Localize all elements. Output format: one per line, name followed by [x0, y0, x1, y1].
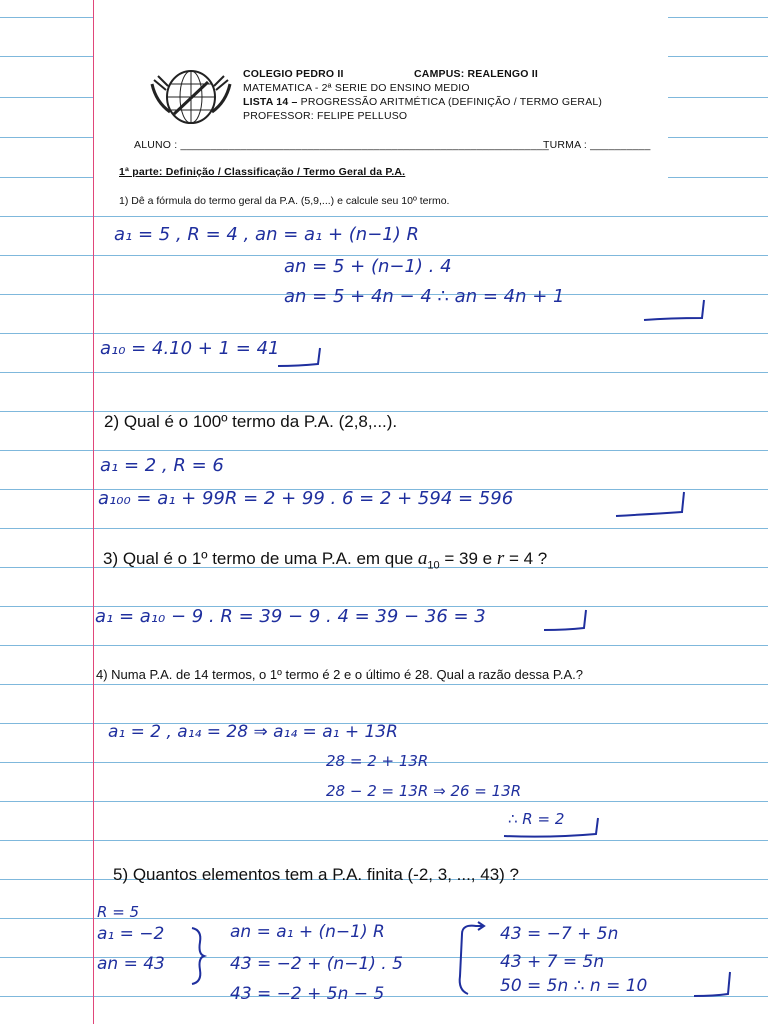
professor-line: PROFESSOR: FELIPE PELLUSO — [243, 110, 408, 122]
subject-line: MATEMATICA - 2ª SERIE DO ENSINO MEDIO — [243, 82, 470, 94]
answer-5-first-term: a₁ = −2 — [97, 924, 165, 944]
ruled-line — [0, 528, 768, 529]
answer-4-line-1: a₁ = 2 , a₁₄ = 28 ⇒ a₁₄ = a₁ + 13R — [108, 722, 398, 742]
part-title: 1ª parte: Definição / Classificação / Termo Geral da P.A. — [119, 166, 406, 178]
answer-5-brace-left — [188, 926, 212, 986]
ruled-line — [0, 333, 768, 334]
ruled-line — [0, 684, 768, 685]
ruled-line — [0, 216, 768, 217]
answer-5-right-2: 43 + 7 = 5n — [500, 952, 605, 972]
ruled-line — [0, 801, 768, 802]
answer-1-line-4: a₁₀ = 4.10 + 1 = 41 — [100, 338, 280, 359]
student-name-field: ALUNO : _____________________________________________________________ — [134, 139, 549, 151]
ruled-line — [0, 450, 768, 451]
answer-5-right-1: 43 = −7 + 5n — [500, 924, 619, 944]
answer-2-check — [612, 488, 692, 522]
school-logo — [146, 62, 236, 132]
question-1: 1) Dê a fórmula do termo geral da P.A. (5,9,...) e calcule seu 10º termo. — [119, 195, 450, 207]
campus-name: CAMPUS: REALENGO II — [414, 68, 538, 80]
answer-5-brace-right — [452, 920, 492, 1000]
ruled-line — [668, 17, 768, 18]
question-4: 4) Numa P.A. de 14 termos, o 1º termo é 2 e o último é 28. Qual a razão dessa P.A.? — [96, 667, 583, 682]
answer-4-line-4: ∴ R = 2 — [508, 810, 565, 828]
ruled-line — [0, 56, 93, 57]
ruled-line — [0, 137, 93, 138]
answer-5-middle-1: an = a₁ + (n−1) R — [230, 922, 385, 942]
answer-2-line-1: a₁ = 2 , R = 6 — [100, 455, 224, 476]
school-name: COLEGIO PEDRO II — [243, 68, 344, 80]
answer-2-line-2: a₁₀₀ = a₁ + 99R = 2 + 99 . 6 = 2 + 594 = 596 — [98, 488, 514, 509]
answer-1b-check — [276, 346, 326, 372]
answer-5-middle-3: 43 = −2 + 5n − 5 — [230, 984, 385, 1004]
answer-4-check — [500, 814, 610, 842]
answer-4-line-2: 28 = 2 + 13R — [326, 752, 429, 770]
ruled-line — [668, 56, 768, 57]
answer-1-line-1: a₁ = 5 , R = 4 , an = a₁ + (n−1) R — [114, 224, 419, 245]
answer-1-check — [640, 296, 710, 326]
answer-5-check — [690, 968, 740, 1002]
answer-5-middle-2: 43 = −2 + (n−1) . 5 — [230, 954, 403, 974]
answer-5-right-3: 50 = 5n ∴ n = 10 — [500, 976, 648, 996]
answer-1-line-3: an = 5 + 4n − 4 ∴ an = 4n + 1 — [284, 286, 565, 307]
ruled-line — [668, 137, 768, 138]
answer-5-last-term: an = 43 — [97, 954, 165, 974]
answer-5-ratio: R = 5 — [97, 903, 140, 921]
question-3: 3) Qual é o 1º termo de uma P.A. em que $a_{10} = 39$ e r = 4 ? — [103, 548, 548, 572]
margin-line — [93, 0, 94, 1024]
ruled-line — [0, 17, 93, 18]
ruled-line — [0, 372, 768, 373]
answer-4-line-3: 28 − 2 = 13R ⇒ 26 = 13R — [326, 782, 522, 800]
question-5: 5) Quantos elementos tem a P.A. finita (-2, 3, ..., 43) ? — [113, 865, 519, 884]
class-field: TURMA : __________ — [543, 139, 651, 151]
ruled-line — [668, 177, 768, 178]
ruled-line — [668, 97, 768, 98]
ruled-line — [0, 177, 93, 178]
answer-3-line-1: a₁ = a₁₀ − 9 . R = 39 − 9 . 4 = 39 − 36 = 3 — [95, 606, 486, 627]
answer-3-check — [540, 606, 600, 636]
ruled-line — [0, 97, 93, 98]
answer-1-line-2: an = 5 + (n−1) . 4 — [284, 256, 452, 277]
question-2: 2) Qual é o 100º termo da P.A. (2,8,...). — [104, 412, 398, 431]
ruled-line — [0, 645, 768, 646]
ruled-line — [0, 840, 768, 841]
list-line: LISTA 14 – PROGRESSÃO ARITMÉTICA (DEFINIÇÃO / TERMO GERAL) — [243, 96, 603, 108]
